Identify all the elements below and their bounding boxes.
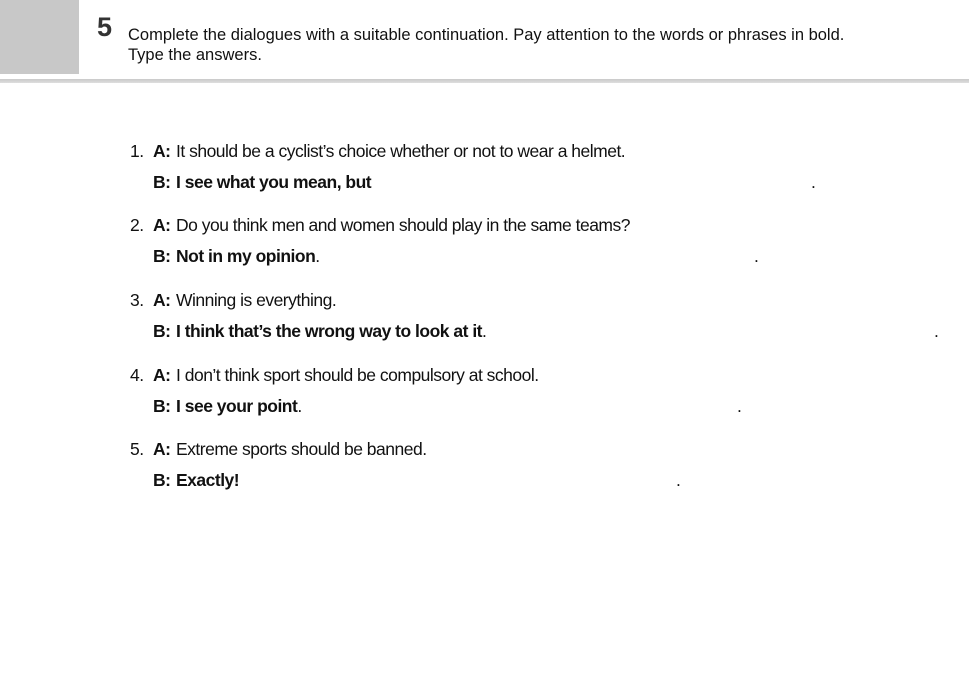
answer-input-3[interactable] [508,320,932,342]
speaker-b-label: B: [153,470,171,490]
dialogue-item-1 [0,140,969,210]
speaker-a-label: A: [153,141,171,161]
speaker-b-label: B: [153,396,171,416]
speaker-a-text: Do you think men and women should play in the same teams? [176,215,630,235]
speaker-b-label: B: [153,321,171,341]
dialogue-number: 4. [130,365,144,385]
speaker-a-text: I don’t think sport should be compulsory at school. [176,365,539,385]
answer-input-2[interactable] [326,245,750,267]
sentence-end: . [676,470,681,490]
speaker-b-prompt [176,395,302,417]
dialogue-number: 1. [130,141,144,161]
speaker-b-prompt [176,171,371,193]
prompt-tail: . [315,246,320,266]
speaker-a-label: A: [153,365,171,385]
sentence-end: . [754,246,759,266]
speaker-a-text: Winning is everything. [176,290,337,310]
dialogue-number: 5. [130,439,144,459]
speaker-b-label: B: [153,246,171,266]
answer-input-1[interactable] [384,171,808,193]
dialogue-item-5 [0,438,969,508]
prompt-phrase: I see what you mean, but [176,172,372,192]
instruction-line-2: Type the answers. [128,46,262,64]
sentence-end: . [934,321,939,341]
instruction-line-1: Complete the dialogues with a suitable continuation. Pay attention to the words or phrases in bold. [128,26,845,44]
speaker-a-label: A: [153,215,171,235]
dialogue-number: 2. [130,215,144,235]
prompt-tail: . [297,396,302,416]
speaker-b-prompt [176,245,320,267]
prompt-phrase: Not in my opinion [176,246,316,266]
speaker-a-label: A: [153,439,171,459]
prompt-phrase: I see your point [176,396,298,416]
sentence-end: . [811,172,816,192]
answer-input-4[interactable] [310,395,734,417]
dialogue-item-4 [0,364,969,434]
speaker-a-text: Extreme sports should be banned. [176,439,427,459]
answer-input-5[interactable] [248,469,672,491]
dialogue-item-3 [0,289,969,359]
prompt-phrase: I think that’s the wrong way to look at it [176,321,483,341]
speaker-a-text: It should be a cyclist’s choice whether or not to wear a helmet. [176,141,626,161]
speaker-b-prompt [176,320,486,342]
speaker-b-prompt [176,469,239,491]
speaker-a-label: A: [153,290,171,310]
dialogue-item-2 [0,214,969,284]
sentence-end: . [737,396,742,416]
speaker-b-label: B: [153,172,171,192]
prompt-phrase: Exactly! [176,470,240,490]
exercise-number: 5 [97,12,113,42]
dialogue-number: 3. [130,290,144,310]
prompt-tail: . [482,321,487,341]
